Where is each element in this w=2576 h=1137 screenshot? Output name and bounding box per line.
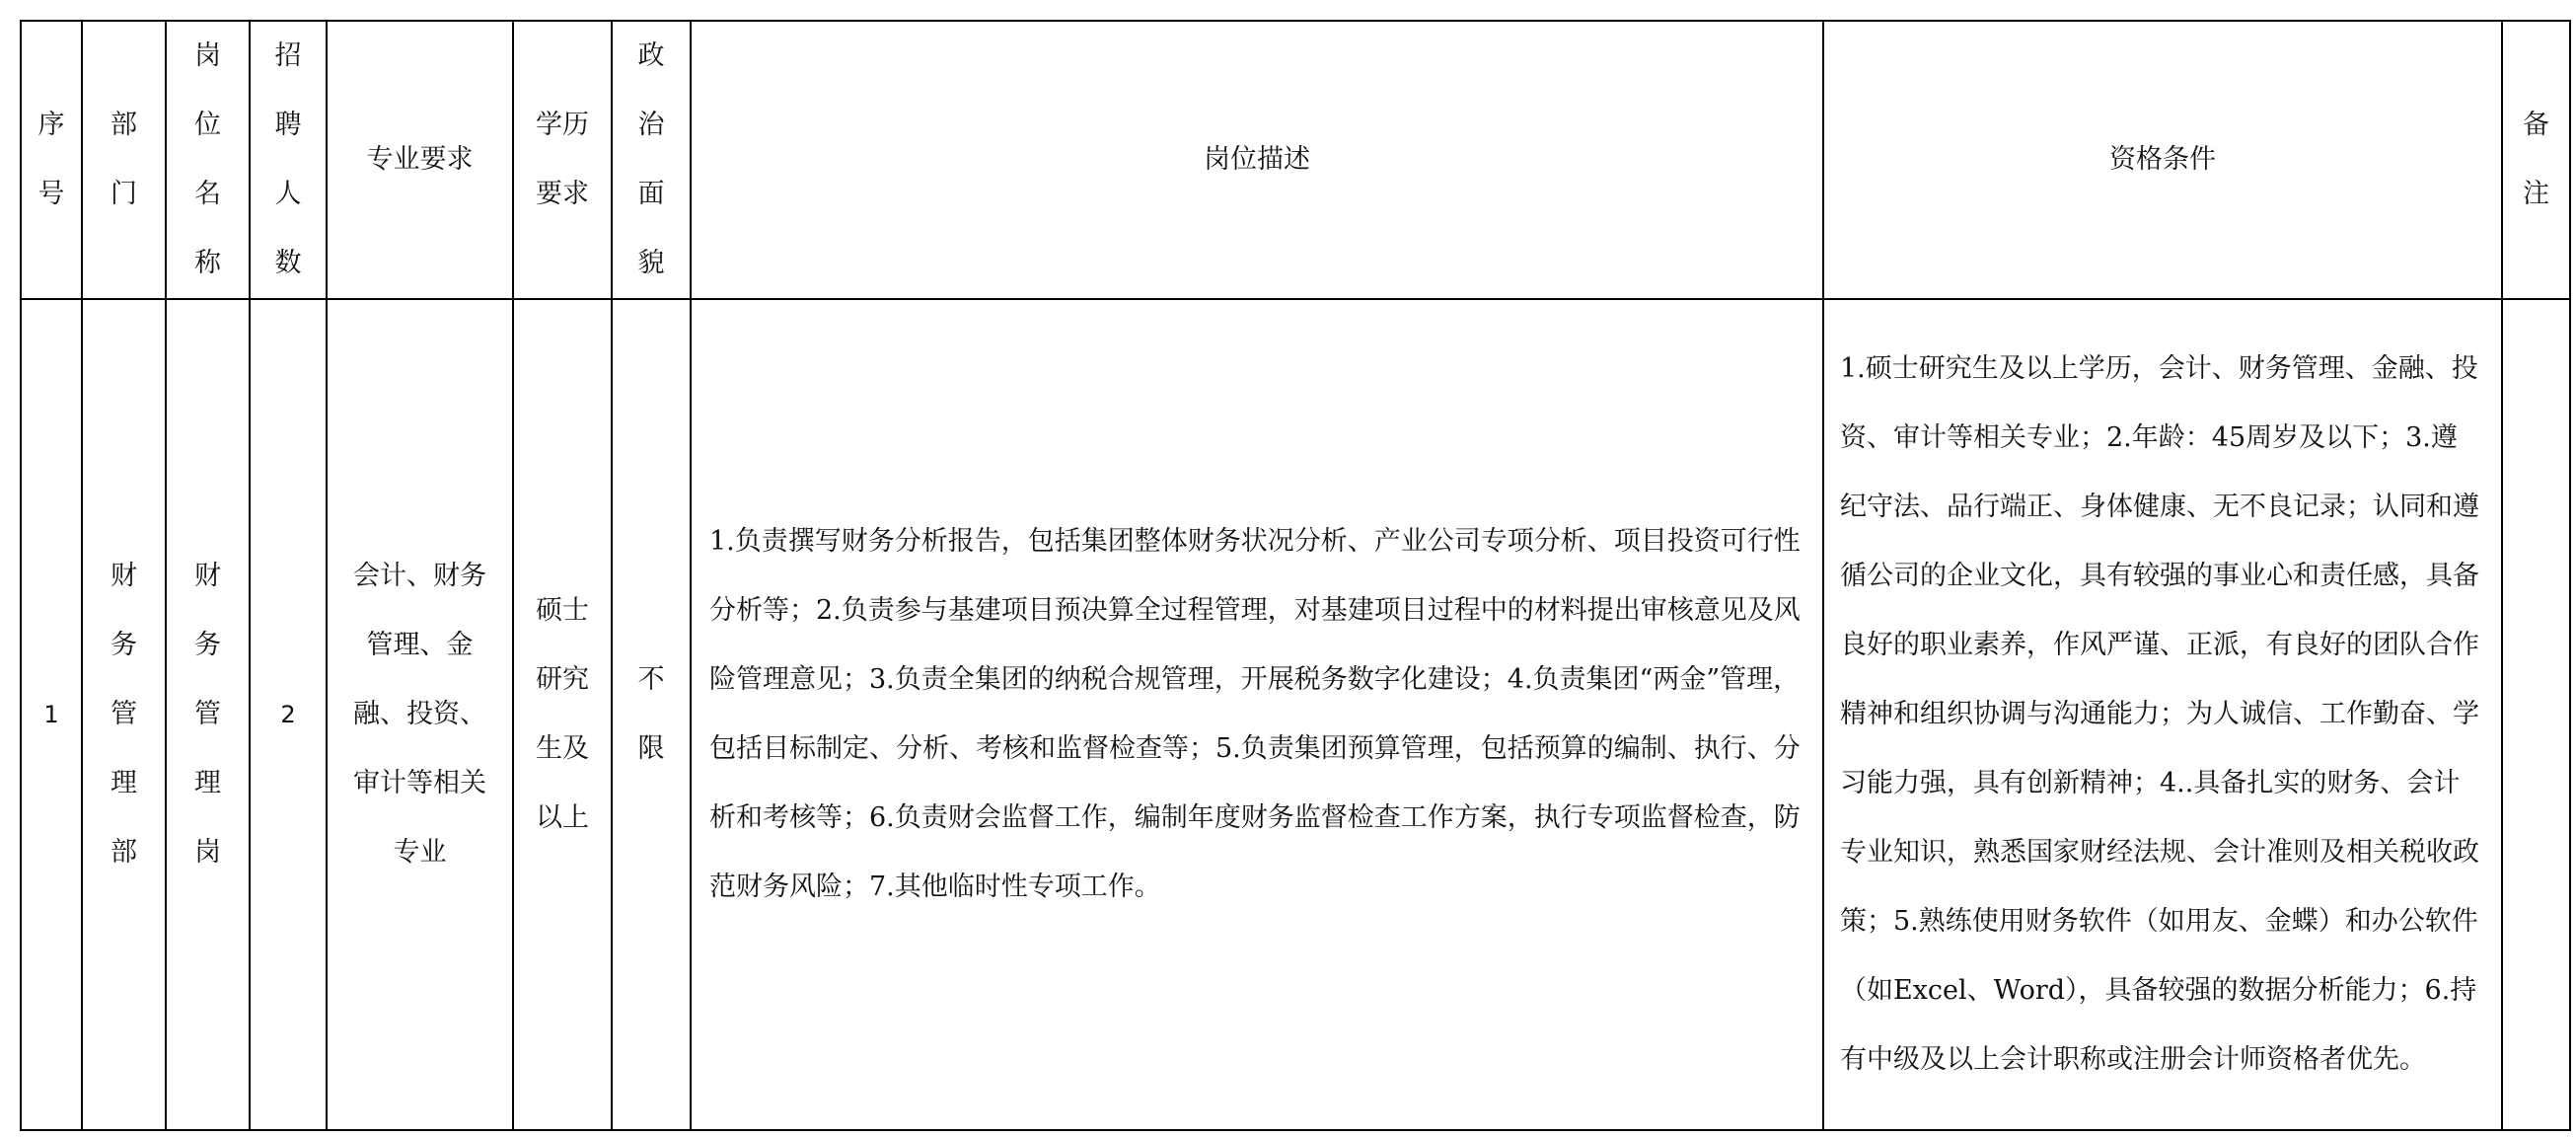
- header-major: 专业要求: [327, 21, 513, 299]
- header-political: 政治面貌: [612, 21, 691, 299]
- header-position: 岗位名称: [166, 21, 250, 299]
- header-qualification: 资格条件: [1823, 21, 2502, 299]
- header-description: 岗位描述: [691, 21, 1823, 299]
- table-header-row: [21, 21, 2570, 299]
- cell-description: 1.负责撰写财务分析报告，包括集团整体财务状况分析、产业公司专项分析、项目投资可行性分析等；2.负责参与基建项目预决算全过程管理，对基建项目过程中的材料提出审核意见及风险管理意见；3.负责全集团的纳税合规管理，开展税务数字化建设；4.负责集团“两金”管理，包括目标制定、分析、考核和监督检查等；5.负责集团预算管理，包括预算的编制、执行、分析和考核等；6.负责财会监督工作，编制年度财务监督检查工作方案，执行专项监督检查，防范财务风险；7.其他临时性专项工作。: [691, 299, 1823, 1130]
- cell-seq: 1: [21, 299, 82, 1130]
- cell-remarks: [2502, 299, 2570, 1130]
- cell-political: 不限: [612, 299, 691, 1130]
- header-dept: 部门: [82, 21, 166, 299]
- cell-qualification: 1.硕士研究生及以上学历，会计、财务管理、金融、投资、审计等相关专业；2.年龄：45周岁及以下；3.遵纪守法、品行端正、身体健康、无不良记录；认同和遵循公司的企业文化，具有较强的事业心和责任感，具备良好的职业素养，作风严谨、正派，有良好的团队合作精神和组织协调与沟通能力；为人诚信、工作勤奋、学习能力强，具有创新精神；4..具备扎实的财务、会计专业知识，熟悉国家财经法规、会计准则及相关税收政策；5.熟练使用财务软件（如用友、金蝶）和办公软件（如Excel、Word），具备较强的数据分析能力；6.持有中级及以上会计职称或注册会计师资格者优先。: [1823, 299, 2502, 1130]
- cell-count: 2: [250, 299, 327, 1130]
- cell-education: 硕士研究生及以上: [513, 299, 612, 1130]
- header-seq: 序号: [21, 21, 82, 299]
- header-education: 学历要求: [513, 21, 612, 299]
- cell-position: 财务管理岗: [166, 299, 250, 1130]
- cell-major: 会计、财务管理、金融、投资、审计等相关专业: [327, 299, 513, 1130]
- recruitment-table: [20, 20, 2571, 1131]
- table-row: [21, 299, 2570, 1130]
- header-remarks: 备注: [2502, 21, 2570, 299]
- cell-dept: 财务管理部: [82, 299, 166, 1130]
- header-count: 招聘人数: [250, 21, 327, 299]
